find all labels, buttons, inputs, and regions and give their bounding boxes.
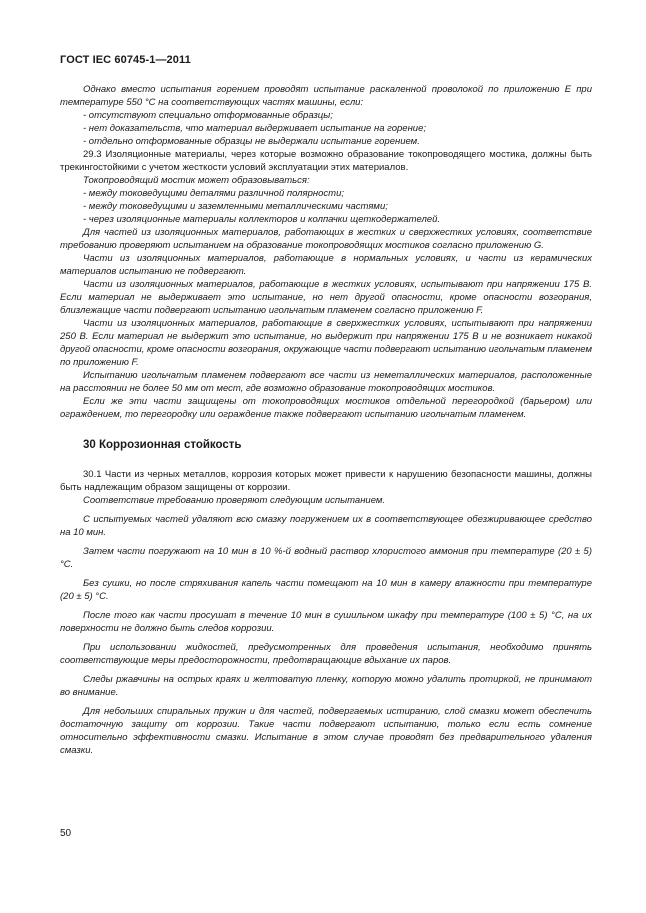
list-item: - между токоведущими и заземленными металлическими частями; — [83, 201, 388, 212]
paragraph-precautions: При использовании жидкостей, предусмотренных для проведения испытания, необходимо принять соответствующие меры предосторожности, предотвращающие вдыхание их паров. — [60, 642, 592, 666]
paragraph-bridge-intro: Токопроводящий мостик может образовываться: — [83, 175, 310, 186]
paragraph-annex-g: Для частей из изоляционных материалов, работающих в жестких и сверхжестких условиях, соответствие требованию проверяют испытанием на образование токопроводящих мостиков согласно приложению G. — [60, 227, 592, 251]
page-body — [60, 83, 592, 757]
clause-29-3: 29.3 Изоляционные материалы, через которые возможно образование токопроводящего мостика, должны быть трекингостойкими с учетом жесткости условий эксплуатации этих материалов. — [60, 149, 592, 173]
paragraph-250v: Части из изоляционных материалов, работающие в сверхжестких условиях, испытывают при напряжении 250 В. Если материал не выдержит это испытание, но выдержит при напряжении 175 В и не возникает никакой другой опасности, кроме опасности возгорания, окружающие части подвергают испытанию игольчатым пламенем по приложению F. — [60, 318, 592, 368]
document-code-header: ГОСТ IEC 60745-1—2011 — [60, 54, 191, 66]
list-item: - между токоведущими деталями различной полярности; — [83, 188, 344, 199]
paragraph-ammonium: Затем части погружают на 10 мин в 10 %-й водный раствор хлористого аммония при температуре (20 ± 5) °C. — [60, 546, 592, 570]
list-item: - отдельно отформованные образцы не выдержали испытание горением. — [83, 136, 420, 147]
paragraph-compliance: Соответствие требованию проверяют следующим испытанием. — [83, 495, 386, 506]
paragraph-rust-traces: Следы ржавчины на острых краях и желтоватую пленку, которую можно удалить протиркой, не принимают во внимание. — [60, 674, 592, 698]
paragraph-springs: Для небольших спиральных пружин и для частей, подвергаемых истиранию, слой смазки может обеспечить достаточную защиту от коррозии. Такие части подвергают испытанию, только если есть сомнение относительно эффективности смазки. Испытание в этом случае проводят без предварительного удаления смазки. — [60, 706, 592, 756]
clause-30-1: 30.1 Части из черных металлов, коррозия которых может привести к нарушению безопасности машины, должны быть надлежащим образом защищены от коррозии. — [60, 469, 592, 493]
paragraph-needle-flame: Испытанию игольчатым пламенем подвергают все части из неметаллических материалов, расположенные на расстоянии не более 50 мм от мест, где возможно образование токопроводящих мостиков. — [60, 370, 592, 394]
section-title-30: 30 Коррозионная стойкость — [83, 439, 242, 451]
list-item: - нет доказательств, что материал выдерживает испытание на горение; — [83, 123, 426, 134]
paragraph-degrease: С испытуемых частей удаляют всю смазку погружением их в соответствующее обезжиривающее средство на 10 мин. — [60, 514, 592, 538]
paragraph-barrier: Если же эти части защищены от токопроводящих мостиков отдельной перегородкой (барьером) или ограждением, то перегородку или ограждение также подвергают испытанию игольчатым пламенем. — [60, 396, 592, 420]
paragraph-175v: Части из изоляционных материалов, работающие в жестких условиях, испытывают при напряжении 175 В. Если материал не выдерживает это испытание, но нет другой опасности, кроме опасности возгорания, близлежащие части подвергают испытанию игольчатым пламенем согласно приложению F. — [60, 279, 592, 316]
list-item: - через изоляционные материалы коллекторов и колпачки щеткодержателей. — [83, 214, 441, 225]
list-item: - отсутствуют специально отформованные образцы; — [83, 110, 333, 121]
page-number: 50 — [60, 828, 72, 839]
paragraph-drying: После того как части просушат в течение 10 мин в сушильном шкафу при температуре (100 ± 5) °C, на их поверхности не должно быть следов коррозии. — [60, 610, 592, 634]
paragraph-glow-wire-intro: Однако вместо испытания горением проводят испытание раскаленной проволокой по приложению E при температуре 550 °C на соответствующих частях машины, если: — [60, 84, 592, 108]
paragraph-normal-conditions: Части из изоляционных материалов, работающие в нормальных условиях, и части из керамических материалов испытанию не подвергают. — [60, 253, 592, 277]
paragraph-humidity: Без сушки, но после стряхивания капель части помещают на 10 мин в камеру влажности при температуре (20 ± 5) °C. — [60, 578, 592, 602]
